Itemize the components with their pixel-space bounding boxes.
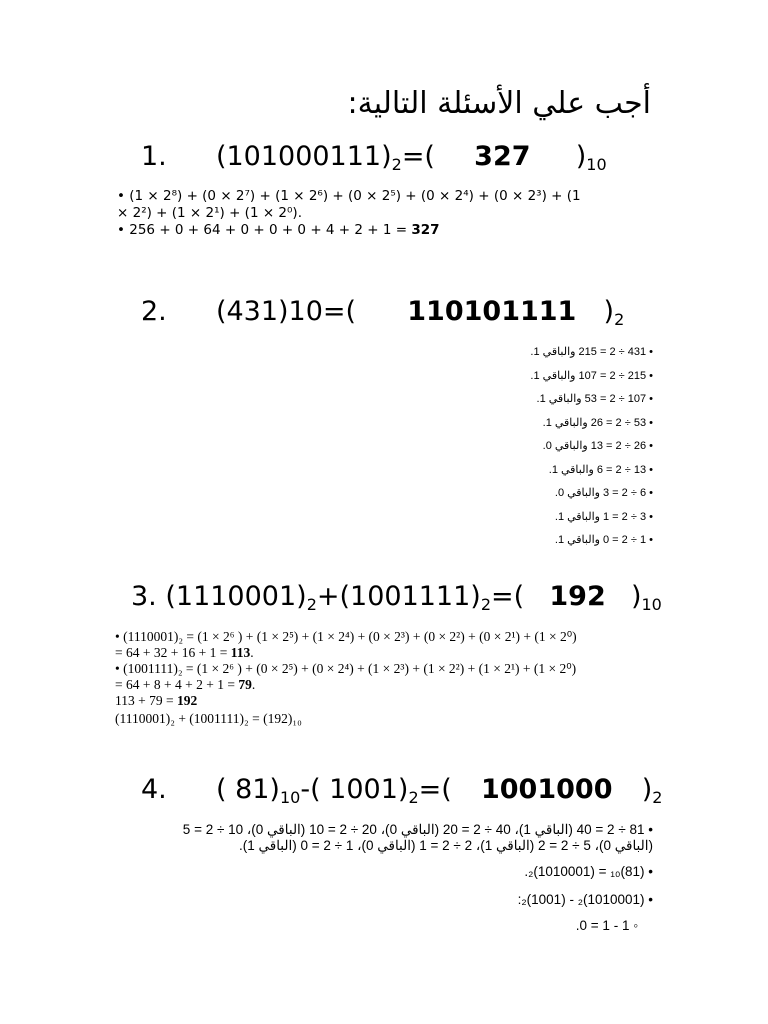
list-item: • 3 ÷ 2 = 1 والباقي 1. <box>554 510 653 523</box>
answer: 327 <box>474 141 531 172</box>
question-2 <box>141 296 624 329</box>
list-item: • 53 ÷ 2 = 26 والباقي 1. <box>542 416 653 429</box>
list-item: • 107 ÷ 2 = 53 والباقي 1. <box>536 393 653 405</box>
base-subscript: 2 <box>480 595 492 614</box>
base-subscript: 10 <box>279 788 301 807</box>
question-number: 4. <box>141 774 167 805</box>
close-paren: ) <box>575 141 587 172</box>
question-expression: (431)10=( <box>215 296 357 327</box>
q4-line-4: • (1010001)₂ - (1001)₂: <box>517 892 653 907</box>
list-item: • 1 ÷ 2 = 0 والباقي 1. <box>554 534 653 546</box>
question-3 <box>131 581 662 614</box>
question-expression: -( 1001) <box>300 774 409 805</box>
question-expression: ( 81) <box>215 774 280 805</box>
q1-step-2 <box>117 222 440 239</box>
q2-steps <box>530 341 653 553</box>
step-result: 79 <box>238 677 252 692</box>
question-number: 1. <box>141 141 167 172</box>
question-expression: +(1001111) <box>316 581 481 612</box>
answer: 192 <box>549 581 606 612</box>
q4-line-5: ◦ 1 - 1 = 0. <box>575 918 638 933</box>
step-result: 327 <box>411 222 440 238</box>
q3-line-4: = 64 + 8 + 4 + 2 + 1 = 79. <box>115 677 256 692</box>
list-item: • 13 ÷ 2 = 6 والباقي 1. <box>548 463 653 476</box>
base-subscript: 10 <box>586 155 607 174</box>
list-item: • 26 ÷ 2 = 13 والباقي 0. <box>542 440 653 452</box>
step-text: 113 + 79 = <box>115 693 177 708</box>
question-number: 3. <box>131 581 157 612</box>
q3-line-1: • (1110001)₂ = (1 × 2⁶ ) + (1 × 2⁵) + (1 × 2⁴) + (0 × 2³) + (0 × 2²) + (0 × 2¹) + (1 × 2⁰) <box>115 629 577 644</box>
close-paren: ) <box>603 296 615 327</box>
q3-line-3: • (1001111)₂ = (1 × 2⁶ ) + (0 × 2⁵) + (0 × 2⁴) + (1 × 2³) + (1 × 2²) + (1 × 2¹) + (1 × 2⁰) <box>115 661 577 676</box>
equals-sign: =( <box>418 774 452 805</box>
base-subscript: 2 <box>408 788 419 807</box>
page-title: أجب علي الأسئلة التالية: <box>347 86 651 121</box>
q3-line-2: = 64 + 32 + 16 + 1 = 113. <box>115 645 254 660</box>
question-4 <box>141 774 662 807</box>
q4-line-2: (الباقي 0)، 5 ÷ 2 = 2 (الباقي 1)، 2 ÷ 2 = 1 (الباقي 0)، 1 ÷ 2 = 0 (الباقي 1). <box>238 838 653 853</box>
step-result: 192 <box>176 693 198 708</box>
q1-step-1: • (1 × 2⁸) + (0 × 2⁷) + (1 × 2⁶) + (0 × 2⁵) + (0 × 2⁴) + (0 × 2³) + (1 <box>117 188 581 204</box>
list-item: • 6 ÷ 2 = 3 والباقي 0. <box>554 487 653 499</box>
base-subscript: 2 <box>614 310 625 329</box>
base-subscript: 2 <box>306 595 317 614</box>
equals-sign: =( <box>401 141 435 172</box>
question-1 <box>141 141 607 174</box>
q1-step-1b: × 2²) + (1 × 2¹) + (1 × 2⁰). <box>117 205 302 221</box>
base-subscript: 2 <box>391 155 402 174</box>
question-expression: (101000111) <box>215 141 392 172</box>
q3-line-5 <box>115 693 197 709</box>
step-text: • 256 + 0 + 64 + 0 + 0 + 0 + 4 + 2 + 1 = <box>117 222 412 238</box>
step-result: 113 <box>230 645 251 660</box>
q3-line-6: (1110001)₂ + (1001111)₂ = (192)₁₀ <box>115 711 302 726</box>
q4-line-3: • (81)₁₀ = (1010001)₂. <box>524 864 653 879</box>
question-number: 2. <box>141 296 167 327</box>
base-subscript: 2 <box>652 788 663 807</box>
close-paren: ) <box>630 581 642 612</box>
q4-line-1: • 81 ÷ 2 = 40 (الباقي 1)، 40 ÷ 2 = 20 (الباقي 0)، 20 ÷ 2 = 10 (الباقي 0)، 10 ÷ 2 = 5 <box>182 822 653 837</box>
answer: 1001000 <box>480 774 613 805</box>
base-subscript: 10 <box>641 595 662 614</box>
step-text: = 64 + 32 + 16 + 1 = <box>115 645 231 660</box>
list-item: • 431 ÷ 2 = 215 والباقي 1. <box>530 346 653 358</box>
step-text: = 64 + 8 + 4 + 2 + 1 = <box>115 677 239 692</box>
equals-sign: =( <box>491 581 525 612</box>
list-item: • 215 ÷ 2 = 107 والباقي 1. <box>530 369 653 382</box>
close-paren: ) <box>641 774 653 805</box>
question-expression: (1110001) <box>165 581 307 612</box>
answer: 110101111 <box>407 296 577 327</box>
